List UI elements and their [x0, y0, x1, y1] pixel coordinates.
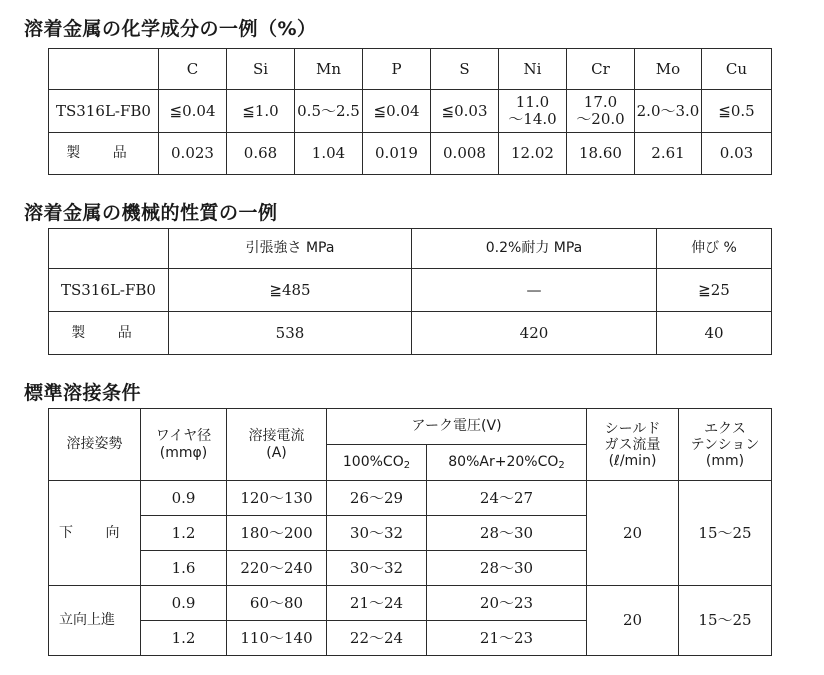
cond-header-row [49, 409, 772, 445]
current-cell: 60～80 [227, 586, 327, 621]
mech-table [48, 228, 772, 355]
current-header: 溶接電流 (A) [227, 409, 327, 481]
position-header: 溶接姿勢 [49, 409, 141, 481]
product-cell: 2.61 [635, 133, 702, 175]
product-cell: 0.03 [702, 133, 772, 175]
corner-cell [49, 229, 169, 269]
voltage-co2-cell: 26～29 [327, 481, 427, 516]
element-header: Mn [295, 49, 363, 90]
spec-cell: ≦0.04 [159, 90, 227, 133]
current-cell: 120～130 [227, 481, 327, 516]
mech-header-row [49, 229, 772, 269]
position-cell: 下 向 [49, 481, 141, 586]
voltage-mix-cell: 21～23 [427, 621, 587, 656]
product-cell: 0.023 [159, 133, 227, 175]
product-cell: 0.019 [363, 133, 431, 175]
table-row [49, 586, 772, 621]
chem-header-row [49, 49, 772, 90]
voltage-co2-cell: 30～32 [327, 551, 427, 586]
voltage-co2-cell: 22～24 [327, 621, 427, 656]
element-header: Mo [635, 49, 702, 90]
current-cell: 180～200 [227, 516, 327, 551]
extension-cell: 15～25 [679, 586, 772, 656]
chem-section-title: 溶着金属の化学成分の一例（%） [24, 18, 317, 40]
element-header: Cu [702, 49, 772, 90]
conditions-table [48, 408, 772, 656]
current-cell: 110～140 [227, 621, 327, 656]
spec-cell: 0.5～2.5 [295, 90, 363, 133]
chem-spec-row [49, 90, 772, 133]
wire-cell: 1.2 [141, 621, 227, 656]
proof-header: 0.2%耐力 MPa [412, 229, 657, 269]
extension-cell: 15～25 [679, 481, 772, 586]
wire-cell: 1.6 [141, 551, 227, 586]
product-cell: 1.04 [295, 133, 363, 175]
spec-cell: ≧485 [169, 269, 412, 312]
voltage-co2-header: $100\%CO_2$ [327, 445, 427, 481]
elongation-header: 伸び % [657, 229, 772, 269]
chem-product-row [49, 133, 772, 175]
mech-section-title: 溶着金属の機械的性質の一例 [24, 202, 278, 224]
spec-cell: ≦0.03 [431, 90, 499, 133]
voltage-co2-cell: 30～32 [327, 516, 427, 551]
voltage-co2-cell: 21～24 [327, 586, 427, 621]
voltage-mix-cell: 24～27 [427, 481, 587, 516]
row-label: 製 品 [49, 133, 159, 175]
spec-cell: 2.0～3.0 [635, 90, 702, 133]
spec-cell: 17.0 ～20.0 [567, 90, 635, 133]
element-header: P [363, 49, 431, 90]
voltage-mix-cell: 20～23 [427, 586, 587, 621]
spec-cell: ≦1.0 [227, 90, 295, 133]
element-header: C [159, 49, 227, 90]
spec-cell: 11.0 ～14.0 [499, 90, 567, 133]
gas-flow-header: シールド ガス流量 (ℓ/min) [587, 409, 679, 481]
product-cell: 18.60 [567, 133, 635, 175]
chem-table [48, 48, 772, 175]
wire-cell: 0.9 [141, 586, 227, 621]
row-label: 製 品 [49, 312, 169, 355]
voltage-mix-header: $80\%Ar+20\%CO_2$ [427, 445, 587, 481]
gas-flow-cell: 20 [587, 481, 679, 586]
element-header: Ni [499, 49, 567, 90]
element-header: Si [227, 49, 295, 90]
voltage-header: アーク電圧(V) [327, 409, 587, 445]
mech-product-row [49, 312, 772, 355]
spec-cell: ≦0.5 [702, 90, 772, 133]
extension-header: エクス テンション (mm) [679, 409, 772, 481]
current-cell: 220～240 [227, 551, 327, 586]
wire-cell: 1.2 [141, 516, 227, 551]
cond-section-title: 標準溶接条件 [24, 382, 142, 404]
product-cell: 420 [412, 312, 657, 355]
row-label: TS316L-FB0 [49, 269, 169, 312]
wire-cell: 0.9 [141, 481, 227, 516]
spec-cell: ≧25 [657, 269, 772, 312]
product-cell: 538 [169, 312, 412, 355]
corner-cell [49, 49, 159, 90]
wire-diameter-header: ワイヤ径 (mmφ) [141, 409, 227, 481]
mech-spec-row [49, 269, 772, 312]
voltage-mix-cell: 28～30 [427, 516, 587, 551]
element-header: S [431, 49, 499, 90]
spec-cell: — [412, 269, 657, 312]
row-label: TS316L-FB0 [49, 90, 159, 133]
product-cell: 12.02 [499, 133, 567, 175]
voltage-mix-cell: 28～30 [427, 551, 587, 586]
element-header: Cr [567, 49, 635, 90]
product-cell: 40 [657, 312, 772, 355]
spec-cell: ≦0.04 [363, 90, 431, 133]
product-cell: 0.008 [431, 133, 499, 175]
table-row [49, 481, 772, 516]
product-cell: 0.68 [227, 133, 295, 175]
position-cell: 立向上進 [49, 586, 141, 656]
gas-flow-cell: 20 [587, 586, 679, 656]
tensile-header: 引張強さ MPa [169, 229, 412, 269]
